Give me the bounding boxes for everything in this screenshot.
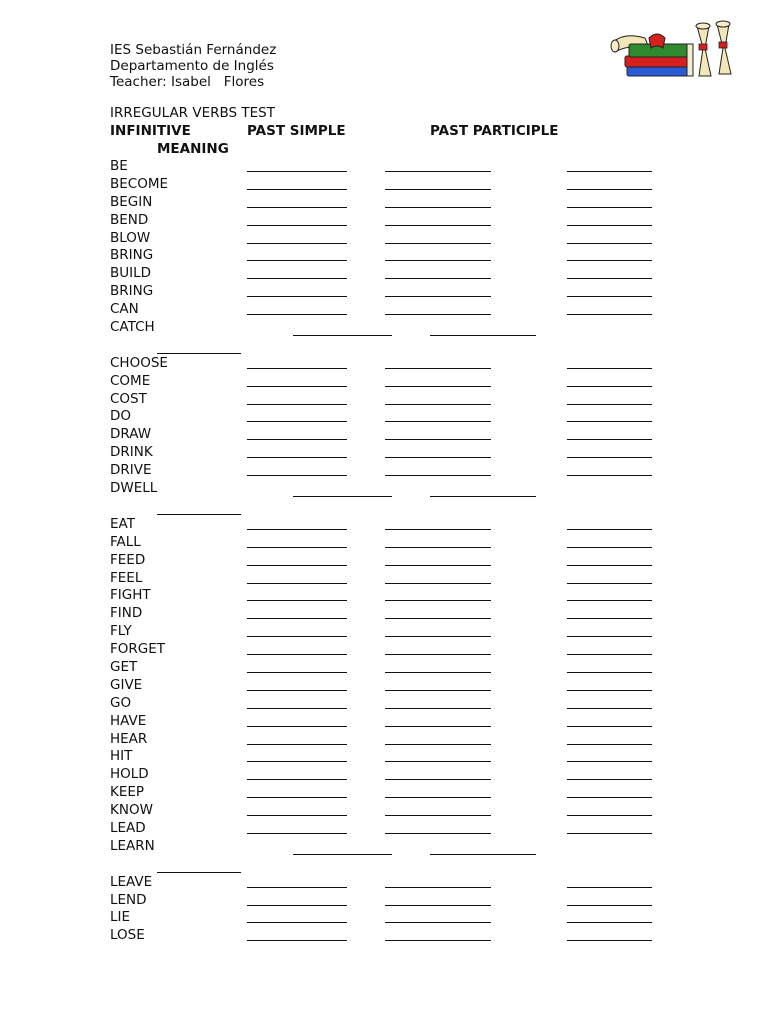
past-simple-blank[interactable] bbox=[247, 296, 347, 297]
past-simple-blank[interactable] bbox=[247, 887, 347, 888]
past-participle-blank[interactable] bbox=[385, 171, 491, 172]
verb-infinitive: CHOOSE bbox=[110, 354, 168, 371]
verb-infinitive: BE bbox=[110, 158, 128, 174]
verb-infinitive: BEGIN bbox=[110, 193, 153, 210]
past-simple-blank[interactable] bbox=[247, 600, 347, 601]
verb-infinitive: KNOW bbox=[110, 802, 153, 819]
past-participle-blank[interactable] bbox=[385, 296, 491, 297]
meaning-blank[interactable] bbox=[567, 726, 652, 727]
meaning-blank[interactable] bbox=[567, 171, 652, 172]
verb-row bbox=[0, 246, 768, 264]
department-name: Departamento de Inglés bbox=[110, 58, 274, 74]
past-participle-blank[interactable] bbox=[385, 529, 491, 530]
past-participle-blank[interactable] bbox=[430, 335, 536, 336]
school-header bbox=[110, 42, 276, 90]
verb-row bbox=[0, 175, 768, 193]
verb-infinitive: DRINK bbox=[110, 444, 153, 461]
past-simple-blank[interactable] bbox=[247, 761, 347, 762]
past-simple-blank[interactable] bbox=[247, 189, 347, 190]
meaning-blank[interactable] bbox=[567, 761, 652, 762]
books-and-scrolls-icon bbox=[605, 18, 745, 84]
past-simple-blank[interactable] bbox=[247, 690, 347, 691]
meaning-blank[interactable] bbox=[567, 815, 652, 816]
meaning-blank[interactable] bbox=[567, 457, 652, 458]
past-participle-blank[interactable] bbox=[385, 618, 491, 619]
past-participle-blank[interactable] bbox=[385, 547, 491, 548]
verb-row bbox=[0, 300, 768, 318]
past-participle-blank[interactable] bbox=[385, 940, 491, 941]
verb-infinitive: FLY bbox=[110, 623, 132, 640]
past-participle-blank[interactable] bbox=[385, 815, 491, 816]
past-participle-blank[interactable] bbox=[385, 439, 491, 440]
verb-infinitive: COST bbox=[110, 390, 147, 407]
school-name: IES Sebastián Fernández bbox=[110, 42, 277, 58]
meaning-blank[interactable] bbox=[567, 583, 652, 584]
past-simple-blank[interactable] bbox=[247, 278, 347, 279]
past-simple-blank[interactable] bbox=[247, 439, 347, 440]
verb-row bbox=[0, 533, 768, 551]
past-participle-blank[interactable] bbox=[385, 225, 491, 226]
meaning-blank[interactable] bbox=[567, 529, 652, 530]
meaning-blank[interactable] bbox=[567, 225, 652, 226]
verb-infinitive: DO bbox=[110, 408, 132, 425]
past-simple-blank[interactable] bbox=[247, 636, 347, 637]
past-simple-blank[interactable] bbox=[247, 815, 347, 816]
past-simple-blank[interactable] bbox=[247, 905, 347, 906]
verb-row bbox=[0, 407, 768, 425]
past-participle-blank[interactable] bbox=[385, 260, 491, 261]
verb-infinitive: DRAW bbox=[110, 426, 152, 443]
past-simple-blank[interactable] bbox=[247, 314, 347, 315]
past-participle-blank[interactable] bbox=[385, 475, 491, 476]
past-participle-blank[interactable] bbox=[385, 207, 491, 208]
meaning-blank[interactable] bbox=[567, 708, 652, 709]
verb-row bbox=[0, 837, 768, 873]
meaning-blank[interactable] bbox=[567, 618, 652, 619]
verb-infinitive: GET bbox=[110, 658, 138, 675]
verb-row bbox=[0, 765, 768, 783]
past-participle-blank[interactable] bbox=[385, 243, 491, 244]
verb-infinitive: BEND bbox=[110, 211, 149, 228]
verb-infinitive: CATCH bbox=[110, 319, 155, 336]
meaning-blank[interactable] bbox=[567, 600, 652, 601]
verb-row bbox=[0, 801, 768, 819]
past-participle-blank[interactable] bbox=[385, 708, 491, 709]
past-participle-blank[interactable] bbox=[385, 278, 491, 279]
meaning-blank[interactable] bbox=[567, 905, 652, 906]
past-participle-blank[interactable] bbox=[385, 690, 491, 691]
verb-infinitive: BRING bbox=[110, 283, 154, 300]
past-participle-blank[interactable] bbox=[385, 404, 491, 405]
verb-row bbox=[0, 622, 768, 640]
verb-row bbox=[0, 157, 768, 175]
meaning-blank[interactable] bbox=[567, 421, 652, 422]
past-simple-blank[interactable] bbox=[247, 654, 347, 655]
past-simple-blank[interactable] bbox=[247, 672, 347, 673]
meaning-blank[interactable] bbox=[567, 779, 652, 780]
verb-row bbox=[0, 676, 768, 694]
past-participle-blank[interactable] bbox=[385, 189, 491, 190]
meaning-blank[interactable] bbox=[567, 922, 652, 923]
past-simple-blank[interactable] bbox=[247, 618, 347, 619]
verb-infinitive: HOLD bbox=[110, 766, 149, 783]
verb-infinitive: LEAD bbox=[110, 819, 146, 836]
meaning-blank[interactable] bbox=[567, 654, 652, 655]
verb-infinitive: BECOME bbox=[110, 175, 169, 192]
past-participle-blank[interactable] bbox=[385, 565, 491, 566]
meaning-blank[interactable] bbox=[567, 404, 652, 405]
verb-row bbox=[0, 694, 768, 712]
verb-row bbox=[0, 569, 768, 587]
past-simple-blank[interactable] bbox=[247, 583, 347, 584]
past-simple-blank[interactable] bbox=[293, 496, 392, 497]
meaning-blank[interactable] bbox=[567, 547, 652, 548]
past-simple-blank[interactable] bbox=[247, 171, 347, 172]
verb-infinitive: CAN bbox=[110, 301, 139, 318]
verb-row bbox=[0, 604, 768, 622]
meaning-blank[interactable] bbox=[567, 368, 652, 369]
meaning-blank[interactable] bbox=[567, 744, 652, 745]
verb-row bbox=[0, 640, 768, 658]
verb-infinitive: FALL bbox=[110, 533, 141, 550]
past-simple-blank[interactable] bbox=[247, 260, 347, 261]
verb-infinitive: COME bbox=[110, 372, 151, 389]
verb-infinitive: LOSE bbox=[110, 927, 145, 944]
verb-infinitive: DWELL bbox=[110, 480, 158, 497]
verb-infinitive: KEEP bbox=[110, 784, 145, 801]
verb-row bbox=[0, 873, 768, 891]
past-participle-blank[interactable] bbox=[385, 636, 491, 637]
past-participle-blank[interactable] bbox=[385, 583, 491, 584]
verb-row bbox=[0, 747, 768, 765]
verb-row bbox=[0, 211, 768, 229]
verb-infinitive: HIT bbox=[110, 748, 133, 765]
verb-row bbox=[0, 819, 768, 837]
verb-infinitive: LEARN bbox=[110, 837, 155, 854]
past-simple-blank[interactable] bbox=[247, 225, 347, 226]
meaning-blank[interactable] bbox=[567, 189, 652, 190]
past-simple-blank[interactable] bbox=[247, 529, 347, 530]
verb-row bbox=[0, 551, 768, 569]
meaning-blank[interactable] bbox=[567, 833, 652, 834]
column-past-simple: PAST SIMPLE bbox=[247, 123, 346, 139]
past-simple-blank[interactable] bbox=[247, 833, 347, 834]
past-simple-blank[interactable] bbox=[247, 386, 347, 387]
verb-infinitive: LEAVE bbox=[110, 873, 153, 890]
past-simple-blank[interactable] bbox=[247, 457, 347, 458]
past-simple-blank[interactable] bbox=[247, 475, 347, 476]
verb-row bbox=[0, 908, 768, 926]
meaning-blank[interactable] bbox=[567, 386, 652, 387]
verb-row bbox=[0, 783, 768, 801]
verb-infinitive: FIND bbox=[110, 605, 143, 622]
past-simple-blank[interactable] bbox=[247, 547, 347, 548]
past-participle-blank[interactable] bbox=[385, 761, 491, 762]
meaning-blank[interactable] bbox=[567, 314, 652, 315]
verb-row bbox=[0, 282, 768, 300]
meaning-blank[interactable] bbox=[567, 260, 652, 261]
past-participle-blank[interactable] bbox=[385, 368, 491, 369]
column-past-participle: PAST PARTICIPLE bbox=[430, 123, 559, 139]
past-simple-blank[interactable] bbox=[247, 726, 347, 727]
verb-row bbox=[0, 461, 768, 479]
past-simple-blank[interactable] bbox=[247, 421, 347, 422]
past-participle-blank[interactable] bbox=[385, 744, 491, 745]
verb-infinitive: HAVE bbox=[110, 712, 147, 729]
verb-infinitive: FEEL bbox=[110, 569, 143, 586]
past-simple-blank[interactable] bbox=[247, 940, 347, 941]
teacher-name: Teacher: Isabel Flores bbox=[110, 74, 265, 90]
past-simple-blank[interactable] bbox=[293, 335, 392, 336]
past-participle-blank[interactable] bbox=[385, 726, 491, 727]
past-simple-blank[interactable] bbox=[247, 744, 347, 745]
meaning-blank[interactable] bbox=[567, 636, 652, 637]
past-participle-blank[interactable] bbox=[385, 833, 491, 834]
past-participle-blank[interactable] bbox=[385, 887, 491, 888]
verb-infinitive: FEED bbox=[110, 551, 146, 568]
meaning-blank[interactable] bbox=[567, 439, 652, 440]
past-simple-blank[interactable] bbox=[247, 922, 347, 923]
column-infinitive: INFINITIVE bbox=[110, 123, 191, 139]
verb-row bbox=[0, 229, 768, 247]
meaning-blank[interactable] bbox=[567, 797, 652, 798]
past-participle-blank[interactable] bbox=[385, 905, 491, 906]
past-participle-blank[interactable] bbox=[385, 600, 491, 601]
test-title: IRREGULAR VERBS TEST bbox=[110, 105, 275, 121]
past-participle-blank[interactable] bbox=[385, 654, 491, 655]
column-meaning: MEANING bbox=[157, 141, 229, 157]
past-participle-blank[interactable] bbox=[385, 314, 491, 315]
past-simple-blank[interactable] bbox=[247, 779, 347, 780]
verb-row bbox=[0, 390, 768, 408]
verb-infinitive: GO bbox=[110, 694, 132, 711]
verb-infinitive: FIGHT bbox=[110, 587, 151, 604]
meaning-blank[interactable] bbox=[567, 940, 652, 941]
verb-list bbox=[0, 157, 768, 944]
verb-row bbox=[0, 372, 768, 390]
meaning-blank[interactable] bbox=[567, 690, 652, 691]
verb-infinitive: HEAR bbox=[110, 730, 148, 747]
verb-row bbox=[0, 425, 768, 443]
verb-infinitive: LEND bbox=[110, 891, 147, 908]
meaning-blank[interactable] bbox=[567, 278, 652, 279]
past-participle-blank[interactable] bbox=[385, 672, 491, 673]
meaning-blank[interactable] bbox=[567, 296, 652, 297]
verb-row bbox=[0, 264, 768, 282]
past-simple-blank[interactable] bbox=[247, 797, 347, 798]
past-participle-blank[interactable] bbox=[385, 922, 491, 923]
verb-infinitive: BRING bbox=[110, 247, 154, 264]
verb-row bbox=[0, 193, 768, 211]
past-simple-blank[interactable] bbox=[247, 368, 347, 369]
meaning-blank[interactable] bbox=[567, 565, 652, 566]
past-simple-blank[interactable] bbox=[293, 854, 392, 855]
meaning-blank[interactable] bbox=[567, 887, 652, 888]
verb-infinitive: LIE bbox=[110, 909, 131, 926]
verb-row bbox=[0, 479, 768, 515]
past-simple-blank[interactable] bbox=[247, 207, 347, 208]
past-simple-blank[interactable] bbox=[247, 243, 347, 244]
meaning-blank[interactable] bbox=[567, 243, 652, 244]
verb-infinitive: GIVE bbox=[110, 676, 143, 693]
verb-row bbox=[0, 586, 768, 604]
past-participle-blank[interactable] bbox=[430, 496, 536, 497]
verb-infinitive: FORGET bbox=[110, 641, 166, 658]
past-participle-blank[interactable] bbox=[385, 779, 491, 780]
meaning-blank[interactable] bbox=[567, 475, 652, 476]
verb-infinitive: EAT bbox=[110, 515, 135, 532]
verb-row bbox=[0, 318, 768, 354]
verb-row bbox=[0, 712, 768, 730]
verb-row bbox=[0, 730, 768, 748]
meaning-blank[interactable] bbox=[567, 207, 652, 208]
verb-row bbox=[0, 515, 768, 533]
verb-infinitive: BUILD bbox=[110, 265, 152, 282]
past-participle-blank[interactable] bbox=[430, 854, 536, 855]
verb-row bbox=[0, 891, 768, 909]
meaning-blank[interactable] bbox=[567, 672, 652, 673]
verb-row bbox=[0, 658, 768, 676]
past-simple-blank[interactable] bbox=[247, 565, 347, 566]
past-simple-blank[interactable] bbox=[247, 708, 347, 709]
past-participle-blank[interactable] bbox=[385, 457, 491, 458]
verb-infinitive: BLOW bbox=[110, 229, 151, 246]
past-simple-blank[interactable] bbox=[247, 404, 347, 405]
verb-row bbox=[0, 443, 768, 461]
verb-infinitive: DRIVE bbox=[110, 462, 152, 479]
verb-row bbox=[0, 926, 768, 944]
verb-row bbox=[0, 354, 768, 372]
past-participle-blank[interactable] bbox=[385, 797, 491, 798]
past-participle-blank[interactable] bbox=[385, 386, 491, 387]
past-participle-blank[interactable] bbox=[385, 421, 491, 422]
